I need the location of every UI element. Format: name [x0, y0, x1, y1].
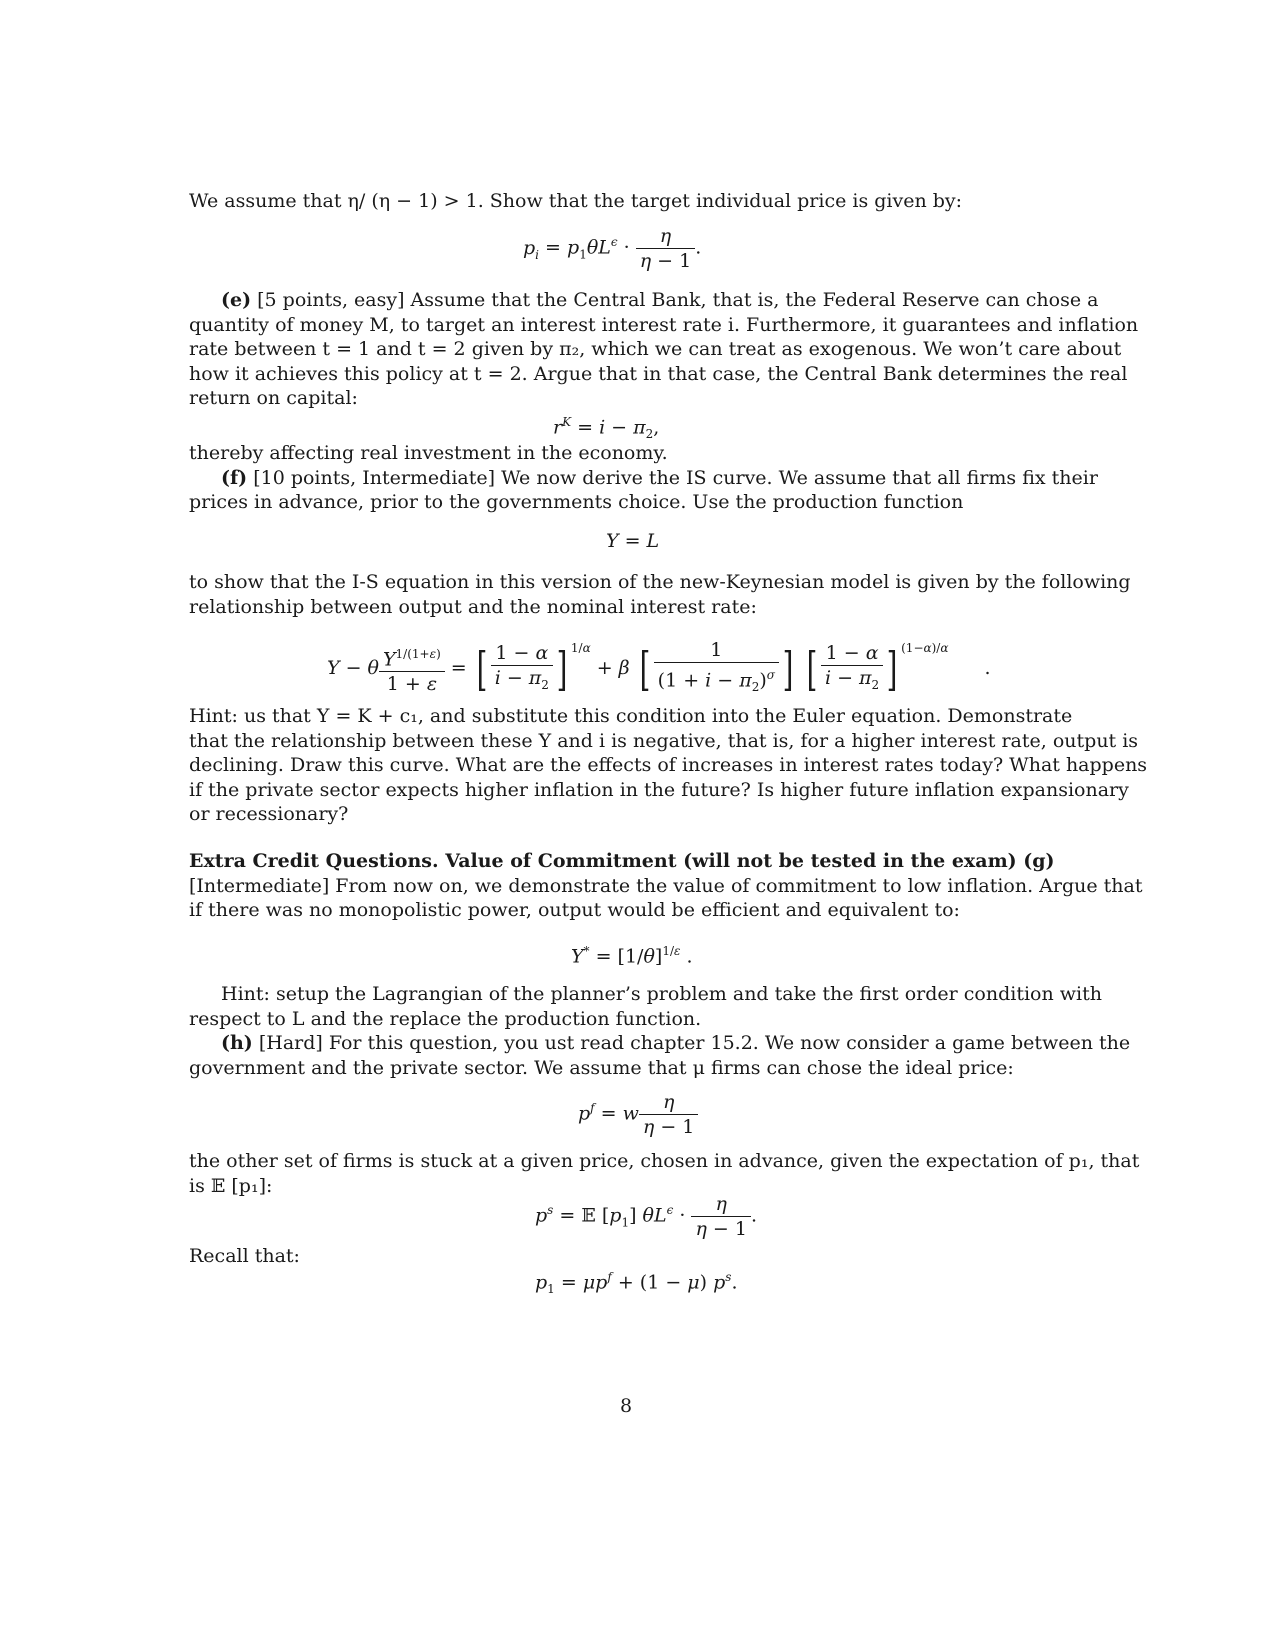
- is-curve-equation: Y − θ $\frac{Y^{1/(1+\varepsilon)}}{1 + \varepsilon}$ = [ $\frac{1 - \alpha}{i - \pi_2}$ ] $^{1/\alpha}$ + β [ $\frac{1}{(1 + i - \pi_2)^\sigma}$ ] [ $\frac{1 - \alpha}{i - \pi_2}$ ] $^{(1-\alpha)/\alpha}$ .: [327, 636, 991, 700]
- text-line: declining. Draw this curve. What are the effects of increases in interest rates today? What happens: [189, 754, 1148, 776]
- extra-credit-heading: Extra Credit Questions. Value of Commitment (will not be tested in the exam) (g): [189, 850, 1055, 872]
- question-f-label: (f): [221, 466, 248, 489]
- text-line: to show that the I-S equation in this version of the new-Keynesian model is given by the following: [189, 571, 1131, 593]
- assumption-paragraph: [189, 189, 1075, 214]
- hint-f-paragraph: [189, 704, 1148, 827]
- text-line: government and the private sector. We assume that μ firms can chose the ideal price:: [189, 1056, 1014, 1079]
- extra-credit-paragraph: [189, 849, 1143, 923]
- text-line: if there was no monopolistic power, output would be efficient and equivalent to:: [189, 899, 960, 921]
- text-line: or recessionary?: [189, 803, 349, 825]
- sticky-price-equation: $p^s$ = 𝔼 $[p_1] \theta L^\epsilon$ · $\frac{\eta}{\eta - 1}$ .: [535, 1193, 757, 1240]
- text-line: Hint: us that Y = K + c₁, and substitute this condition into the Euler equation. Demonstrate: [189, 705, 1073, 727]
- text-line: [10 points, Intermediate] We now derive the IS curve. We assume that all firms fix their: [247, 466, 1098, 489]
- text-line: how it achieves this policy at t = 2. Argue that in that case, the Central Bank determines the real: [189, 362, 1128, 385]
- target-price-equation: $p_i = p_1\theta L^\epsilon$ · $\frac{\eta}{\eta - 1}$ .: [523, 225, 702, 272]
- page-number: 8: [620, 1395, 633, 1417]
- sticky-firms-paragraph: [189, 1149, 1140, 1198]
- text-line: rate between t = 1 and t = 2 given by π₂, which we can treat as exogenous. We won’t care about: [189, 338, 1122, 360]
- text-line: [Hard] For this question, you ust read chapter 15.2. We now consider a game between the: [252, 1032, 1131, 1054]
- ideal-price-equation: $p^f = w$ $\frac{\eta}{\eta - 1}$: [578, 1090, 698, 1139]
- question-f-paragraph: [189, 441, 1098, 515]
- question-h-label: (h): [221, 1032, 253, 1054]
- question-e-paragraph: [189, 288, 1139, 411]
- text-line: return on capital:: [189, 387, 358, 409]
- text-line: respect to L and the replace the production function.: [189, 1007, 702, 1030]
- efficient-output-equation: $Y^* = [1/\theta]^{1/\varepsilon}$ .: [571, 944, 693, 968]
- text-line: the other set of firms is stuck at a given price, chosen in advance, given the expectation of p₁, that: [189, 1150, 1140, 1172]
- production-function-equation: Y = L: [606, 530, 660, 552]
- text-line: that the relationship between these Y and i is negative, that is, for a higher interest rate, output is: [189, 729, 1139, 752]
- text-line: [Intermediate] From now on, we demonstrate the value of commitment to low inflation. Argue that: [189, 874, 1143, 897]
- text-line: [5 points, easy] Assume that the Central Bank, that is, the Federal Reserve can chose a: [251, 289, 1099, 311]
- aggregate-price-equation: $p_1 = \mu p^f + (1 - \mu)$ $p^s$.: [535, 1270, 738, 1297]
- text-line: is 𝔼 [p₁]:: [189, 1174, 273, 1197]
- text-line: thereby affecting real investment in the economy.: [189, 442, 668, 464]
- real-return-equation: $r^K = i - \pi_2$,: [553, 415, 660, 442]
- is-intro-paragraph: [189, 570, 1131, 619]
- text-line: Recall that:: [189, 1245, 300, 1267]
- text-line: if the private sector expects higher inflation in the future? Is higher future inflation expansionary: [189, 778, 1129, 801]
- text-line: We assume that η/ (η − 1) > 1. Show that the target individual price is given by:: [189, 190, 963, 212]
- question-e-label: (e): [221, 289, 252, 311]
- text-line: quantity of money M, to target an interest interest rate i. Furthermore, it guarantees and inflation: [189, 313, 1139, 336]
- text-line: Hint: setup the Lagrangian of the planner’s problem and take the first order condition with: [221, 983, 1102, 1005]
- text-line: prices in advance, prior to the governments choice. Use the production function: [189, 491, 964, 513]
- hint-g-paragraph: [189, 982, 1131, 1080]
- text-line: relationship between output and the nominal interest rate:: [189, 595, 757, 618]
